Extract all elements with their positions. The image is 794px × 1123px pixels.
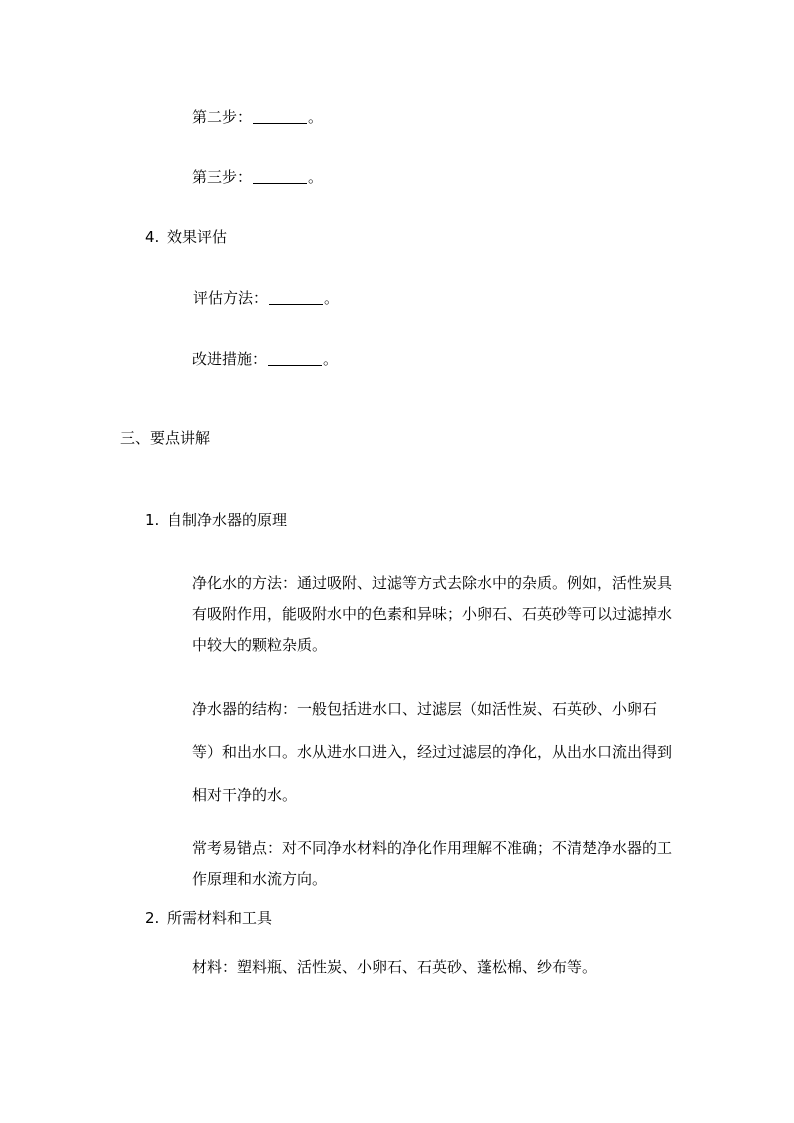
item4-title: 效果评估 (167, 228, 228, 246)
eval-method-end: 。 (324, 289, 340, 307)
structure-paragraph: 净水器的结构：一般包括进水口、过滤层（如活性炭、石英砂、小卵石等）和出水口。水从进水口进入，经过过滤层的净化，从出水口流出得到相对干净的水。 (192, 700, 673, 804)
item1-heading (145, 510, 287, 530)
item1-title: 自制净水器的原理 (167, 511, 288, 529)
improve-label: 改进措施： (192, 350, 268, 368)
step2-label: 第二步： (192, 108, 253, 126)
section3-title: 三、要点讲解 (120, 429, 211, 447)
step3-end: 。 (308, 168, 324, 186)
eval-method-line (193, 288, 339, 308)
improve-end: 。 (323, 350, 339, 368)
item4-number: 4. (145, 228, 160, 246)
mistakes-paragraph: 常考易错点：对不同净水材料的净化作用理解不准确；不清楚净水器的工作原理和水流方向。 (192, 839, 673, 888)
eval-method-blank (269, 290, 323, 305)
eval-method-label: 评估方法： (193, 289, 269, 307)
step3-line (192, 167, 323, 187)
step2-end: 。 (308, 108, 324, 126)
materials-line: 材料：塑料瓶、活性炭、小卵石、石英砂、蓬松棉、纱布等。 (192, 958, 598, 976)
improve-line (192, 349, 338, 369)
step3-blank (253, 169, 307, 184)
step3-label: 第三步： (192, 168, 253, 186)
improve-blank (268, 351, 322, 366)
item1-number: 1. (145, 511, 160, 529)
step2-line (192, 107, 323, 127)
principle-paragraph: 净化水的方法：通过吸附、过滤等方式去除水中的杂质。例如，活性炭具有吸附作用，能吸附水中的色素和异味；小卵石、石英砂等可以过滤掉水中较大的颗粒杂质。 (192, 574, 673, 654)
item2-heading (145, 908, 272, 928)
step2-blank (253, 109, 307, 124)
item2-title: 所需材料和工具 (167, 909, 273, 927)
item4-heading (145, 227, 227, 247)
item2-number: 2. (145, 909, 160, 927)
